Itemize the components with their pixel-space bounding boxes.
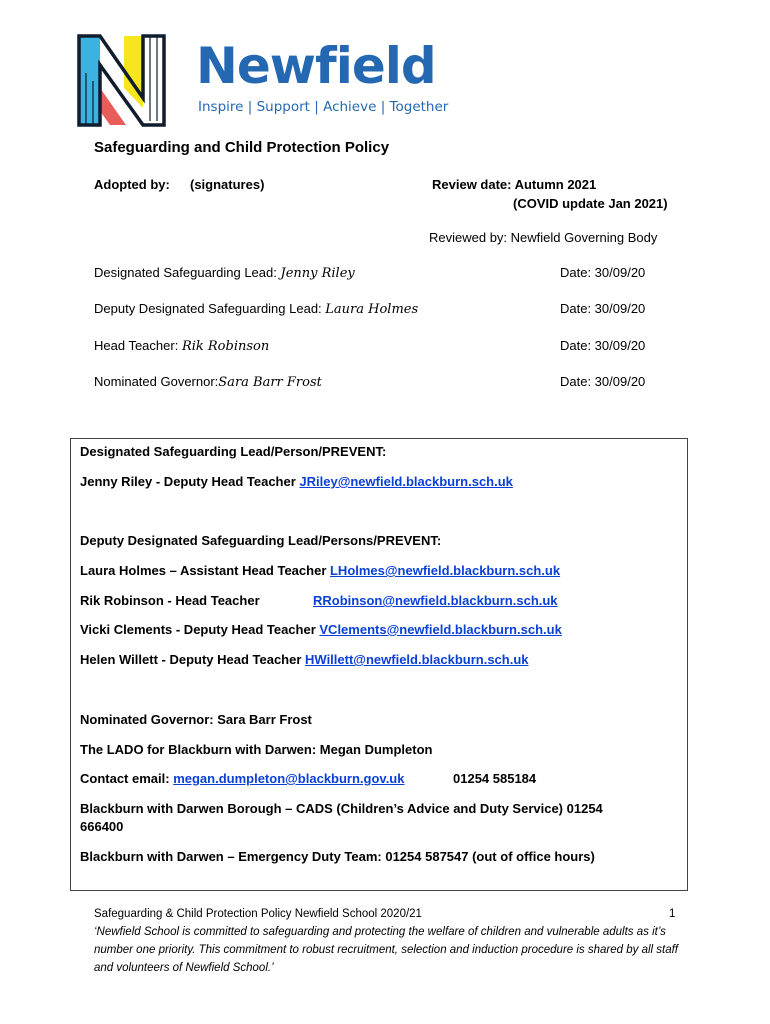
deputy-heading: Deputy Designated Safeguarding Lead/Persons/PREVENT: [80, 533, 442, 548]
adopted-by-value: (signatures) [190, 177, 265, 192]
contact-text: Helen Willett - Deputy Head Teacher [80, 652, 306, 667]
signatory-role: Deputy Designated Safeguarding Lead: [94, 301, 326, 316]
contact-text: Laura Holmes – Assistant Head Teacher [80, 563, 330, 578]
dsl-contact [80, 474, 513, 489]
deputy-contact [80, 593, 260, 608]
signatory-governor [94, 374, 322, 390]
contact-text: Rik Robinson - Head Teacher [80, 593, 260, 608]
signatory-role: Head Teacher: [94, 338, 182, 353]
email-link[interactable]: LHolmes@newfield.blackburn.sch.uk [329, 563, 561, 578]
adopted-by-label: Adopted by: [94, 177, 170, 192]
email-link-wrapper [313, 593, 558, 608]
email-link[interactable]: megan.dumpleton@blackburn.gov.uk [173, 771, 405, 786]
signature: Laura Holmes [325, 302, 419, 317]
review-date: Review date: Autumn 2021 [432, 177, 597, 192]
signatory-date: Date: 30/09/20 [560, 265, 646, 280]
footer-text: Safeguarding & Child Protection Policy Newfield School 2020/21 [94, 908, 422, 920]
page-title: Safeguarding and Child Protection Policy [94, 139, 390, 156]
signatory-date: Date: 30/09/20 [560, 338, 646, 353]
footer-motto: ‘Newfield School is committed to safeguarding and protecting the welfare of children and vulnerable adults as it’s number one priority. This commitment to robust recruitment, selection and induction procedure is shared by all staff and volunteers of Newfield School.’ [94, 926, 679, 974]
page-number: 1 [669, 908, 676, 920]
signatory-date: Date: 30/09/20 [560, 374, 646, 389]
signatory-deputy-dsl [94, 301, 418, 317]
lado-line: The LADO for Blackburn with Darwen: Megan Dumpleton [80, 742, 433, 757]
logo-cyan-bar [79, 36, 100, 125]
emergency-line: Blackburn with Darwen – Emergency Duty Team: 01254 587547 (out of office hours) [80, 849, 595, 864]
email-link[interactable]: RRobinson@newfield.blackburn.sch.uk [313, 593, 558, 608]
signatory-role: Nominated Governor: [94, 374, 219, 389]
governor-line: Nominated Governor: Sara Barr Frost [80, 712, 312, 727]
email-link[interactable]: VClements@newfield.blackburn.sch.uk [319, 622, 562, 637]
cads-line: Blackburn with Darwen Borough – CADS (Children’s Advice and Duty Service) 01254 [80, 801, 603, 816]
deputy-contact [80, 652, 529, 667]
contact-email-label: Contact email: [80, 771, 174, 786]
signatory-head-teacher [94, 338, 269, 354]
deputy-contact [80, 563, 560, 578]
email-link[interactable]: JRiley@newfield.blackburn.sch.uk [299, 474, 513, 489]
signature: Sara Barr Frost [218, 375, 322, 390]
reviewed-by: Reviewed by: Newfield Governing Body [429, 230, 658, 245]
signatory-dsl [94, 265, 355, 281]
brand-name: Newfield [196, 37, 436, 95]
signatory-role: Designated Safeguarding Lead: [94, 265, 281, 280]
dsl-heading: Designated Safeguarding Lead/Person/PREVENT: [80, 444, 387, 459]
cads-line-continued: 666400 [80, 819, 124, 834]
contact-phone: 01254 585184 [453, 771, 537, 786]
contact-text: Jenny Riley - Deputy Head Teacher [80, 474, 300, 489]
signature: Jenny Riley [280, 266, 355, 281]
contact-text: Vicki Clements - Deputy Head Teacher [80, 622, 320, 637]
signature: Rik Robinson [181, 339, 270, 354]
email-link[interactable]: HWillett@newfield.blackburn.sch.uk [305, 652, 529, 667]
contact-email-line [80, 771, 404, 786]
covid-update: (COVID update Jan 2021) [513, 196, 668, 211]
deputy-contact [80, 622, 562, 637]
signatory-date: Date: 30/09/20 [560, 301, 646, 316]
brand-tagline: Inspire | Support | Achieve | Together [198, 99, 449, 115]
